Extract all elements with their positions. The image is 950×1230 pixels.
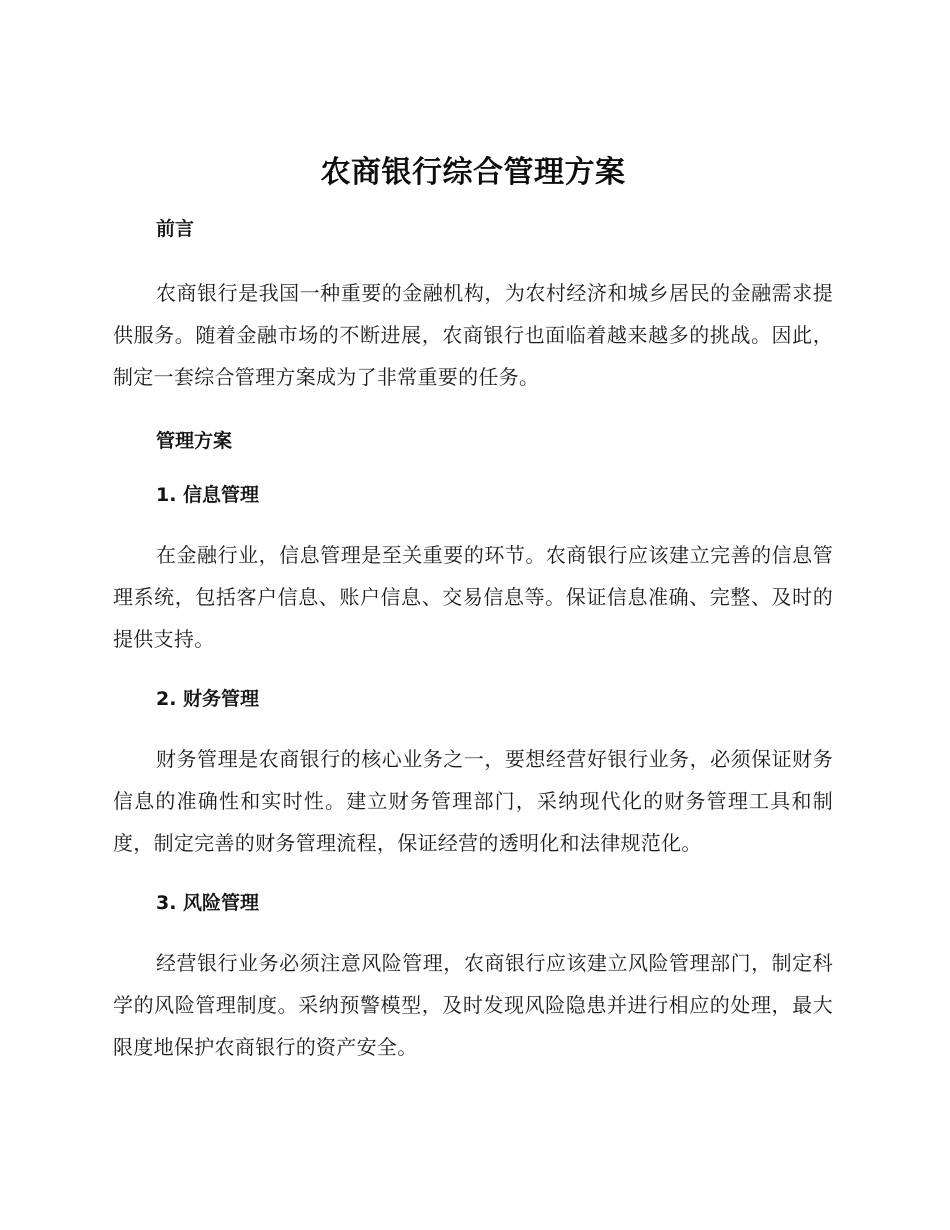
- section-heading-risk: 3. 风险管理: [156, 892, 260, 914]
- section-paragraph-finance: 财务管理是农商银行的核心业务之一，要想经营好银行业务，必须保证财务信息的准确性和实时性。建立财务管理部门，采纳现代化的财务管理工具和制度，制定完善的财务管理流程，保证经营的透明化和法律规范化。: [113, 747, 833, 855]
- spacer: [113, 510, 833, 534]
- spacer: [113, 864, 833, 888]
- section-heading-finance: 2. 财务管理: [156, 688, 260, 710]
- document-page: [113, 150, 833, 1068]
- spacer: [113, 714, 833, 738]
- section-paragraph-info: 在金融行业，信息管理是至关重要的环节。农商银行应该建立完善的信息管理系统，包括客户信息、账户信息、交易信息等。保证信息准确、完整、及时的提供支持。: [113, 543, 833, 651]
- spacer: [113, 660, 833, 684]
- spacer: [113, 196, 833, 214]
- section-heading-info: 1. 信息管理: [156, 484, 260, 506]
- document-title: 农商银行综合管理方案: [320, 155, 626, 190]
- plan-heading: 管理方案: [156, 430, 233, 452]
- spacer: [113, 398, 833, 426]
- spacer: [113, 456, 833, 480]
- preface-heading: 前言: [156, 218, 195, 240]
- section-paragraph-risk: 经营银行业务必须注意风险管理，农商银行应该建立风险管理部门，制定科学的风险管理制度。采纳预警模型，及时发现风险隐患并进行相应的处理，最大限度地保护农商银行的资产安全。: [113, 951, 833, 1059]
- preface-paragraph: 农商银行是我国一种重要的金融机构，为农村经济和城乡居民的金融需求提供服务。随着金融市场的不断进展，农商银行也面临着越来越多的挑战。因此，制定一套综合管理方案成为了非常重要的任务。: [113, 281, 833, 389]
- spacer: [113, 918, 833, 942]
- spacer: [113, 244, 833, 272]
